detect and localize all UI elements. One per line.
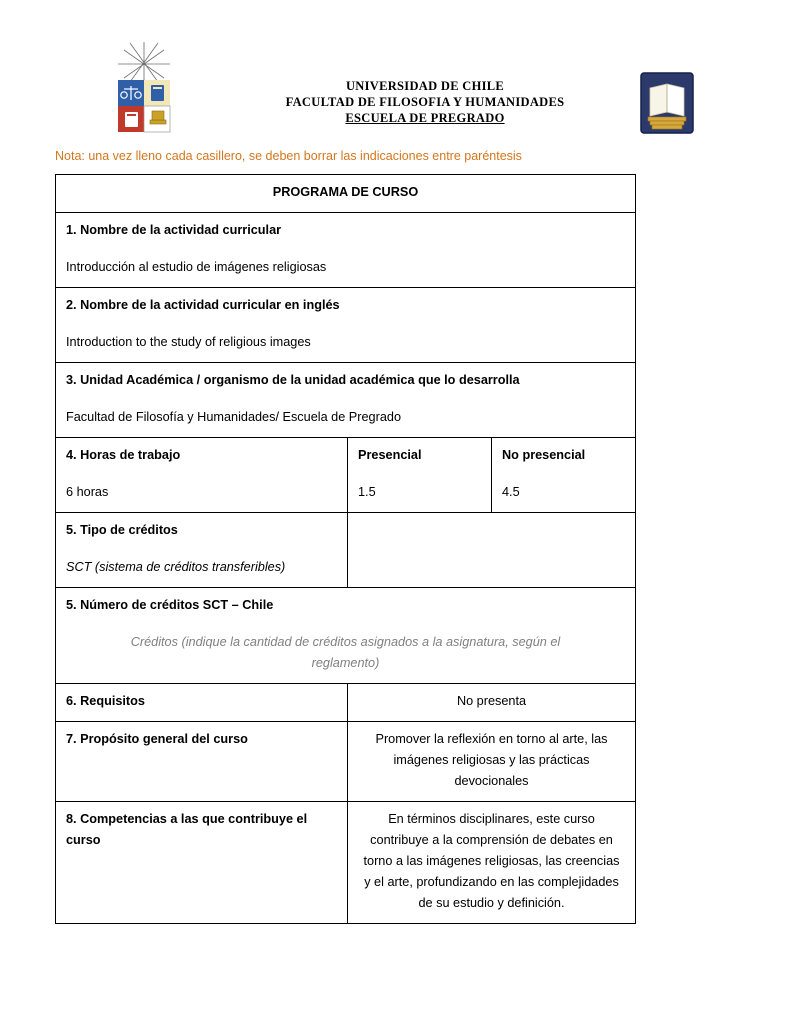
header-line-1: UNIVERSIDAD DE CHILE <box>345 79 505 93</box>
row-label-competencias: 8. Competencias a las que contribuye el curso <box>56 802 348 924</box>
table-row-title <box>56 175 636 213</box>
table-row-name-en-label <box>56 288 636 326</box>
table-row-hours-values <box>56 475 636 513</box>
row-label-unidad: 3. Unidad Académica / organismo de la unidad académica que lo desarrolla <box>56 363 636 401</box>
table-row-credit-number-value <box>56 625 636 684</box>
row-value-no-presencial: 4.5 <box>492 475 636 513</box>
header-line-3: ESCUELA DE PREGRADO <box>345 111 505 125</box>
row-value-competencias: En términos disciplinares, este curso contribuye a la comprensión de debates en torno a las imágenes religiosas, las creencias y el arte, profundizando en las complejidades de su estudio y definición. <box>348 802 636 924</box>
row-value-tipo-creditos: SCT (sistema de créditos transferibles) <box>56 550 348 588</box>
table-row-name-value <box>56 250 636 288</box>
program-table <box>55 174 636 924</box>
table-row-unit-label <box>56 363 636 401</box>
program-title: PROGRAMA DE CURSO <box>56 175 636 213</box>
table-row-proposito <box>56 722 636 802</box>
row-value-horas: 6 horas <box>56 475 348 513</box>
row-empty-credit-type <box>348 513 636 588</box>
table-row-requisitos <box>56 684 636 722</box>
row-label-presencial: Presencial <box>348 438 492 476</box>
row-label-nombre: 1. Nombre de la actividad curricular <box>56 213 636 251</box>
facultad-filosofia-humanidades-emblem <box>640 72 694 134</box>
row-value-proposito: Promover la reflexión en torno al arte, las imágenes religiosas y las prácticas devocionales <box>348 722 636 802</box>
row-value-nombre-ingles: Introduction to the study of religious images <box>56 325 636 363</box>
header-titles <box>215 78 635 126</box>
header-line-2: FACULTAD DE FILOSOFIA Y HUMANIDADES <box>285 95 565 109</box>
row-label-horas: 4. Horas de trabajo <box>56 438 348 476</box>
table-row-hours-header <box>56 438 636 476</box>
row-label-nombre-ingles: 2. Nombre de la actividad curricular en inglés <box>56 288 636 326</box>
row-value-unidad: Facultad de Filosofía y Humanidades/ Escuela de Pregrado <box>56 400 636 438</box>
row-value-presencial: 1.5 <box>348 475 492 513</box>
table-row-name-label <box>56 213 636 251</box>
row-value-nombre: Introducción al estudio de imágenes religiosas <box>56 250 636 288</box>
row-label-tipo-creditos: 5. Tipo de créditos <box>56 513 348 551</box>
row-label-requisitos: 6. Requisitos <box>56 684 348 722</box>
row-label-no-presencial: No presencial <box>492 438 636 476</box>
document-header <box>55 30 745 140</box>
row-value-numero-creditos: Créditos (indique la cantidad de créditos asignados a la asignatura, según el reglamento) <box>56 625 636 684</box>
row-label-proposito: 7. Propósito general del curso <box>56 722 348 802</box>
instruction-note: Nota: una vez lleno cada casillero, se deben borrar las indicaciones entre paréntesis <box>55 149 522 163</box>
table-row-credit-type <box>56 513 636 551</box>
table-row-competencias <box>56 802 636 924</box>
table-row-unit-value <box>56 400 636 438</box>
table-row-credit-number-label <box>56 588 636 626</box>
row-label-numero-creditos: 5. Número de créditos SCT – Chile <box>56 588 636 626</box>
universidad-de-chile-crest <box>110 40 178 140</box>
table-row-name-en-value <box>56 325 636 363</box>
row-value-requisitos: No presenta <box>348 684 636 722</box>
